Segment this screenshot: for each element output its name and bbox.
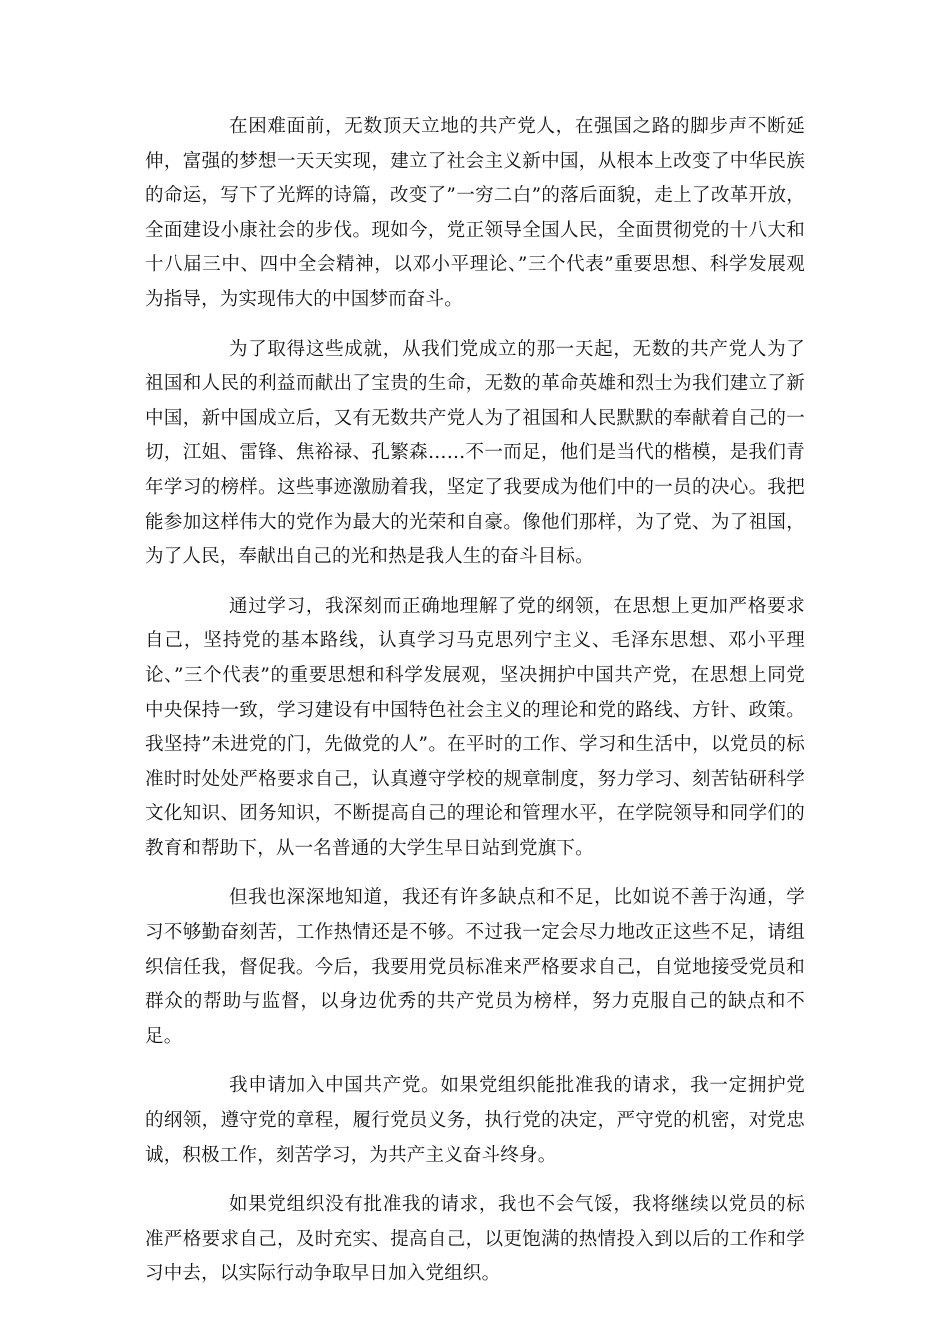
paragraph: 我申请加入中国共产党。如果党组织能批准我的请求，我一定拥护党的纲领，遵守党的章程，履行党员义务，执行党的决定，严守党的机密，对党忠诚，积极工作，刻苦学习，为共产主义奋斗终身。 [145, 1075, 805, 1166]
paragraph: 为了取得这些成就，从我们党成立的那一天起，无数的共产党人为了祖国和人民的利益而献出了宝贵的生命，无数的革命英雄和烈士为我们建立了新中国，新中国成立后，又有无数共产党人为了祖国和人民默默的奉献着自己的一切，江姐、雷锋、焦裕禄、孔繁森……不一而足，他们是当代的楷模，是我们青年学习的榜样。这些事迹激励着我，坚定了我要成为他们中的一员的决心。我把能参加这样伟大的党作为最大的光荣和自豪。像他们那样，为了党、为了祖国，为了人民，奉献出自己的光和热是我人生的奋斗目标。 [145, 338, 805, 568]
paragraph: 在困难面前，无数顶天立地的共产党人，在强国之路的脚步声不断延伸，富强的梦想一天天实现，建立了社会主义新中国，从根本上改变了中华民族的命运，写下了光辉的诗篇，改变了”一穷二白”的落后面貌，走上了改革开放，全面建设小康社会的步伐。现如今，党正领导全国人民，全面贯彻党的十八大和十八届三中、四中全会精神，以邓小平理论、”三个代表”重要思想、科学发展观为指导，为实现伟大的中国梦而奋斗。 [145, 116, 805, 310]
paragraph: 但我也深深地知道，我还有许多缺点和不足，比如说不善于沟通，学习不够勤奋刻苦，工作热情还是不够。不过我一定会尽力地改正这些不足，请组织信任我，督促我。今后，我要用党员标准来严格要求自己，自觉地接受党员和群众的帮助与监督，以身边优秀的共产党员为榜样，努力克服自己的缺点和不足。 [145, 887, 805, 1047]
paragraph: 通过学习，我深刻而正确地理解了党的纲领，在思想上更加严格要求自己，坚持党的基本路线，认真学习马克思列宁主义、毛泽东思想、邓小平理论、”三个代表”的重要思想和科学发展观，坚决拥护中国共产党，在思想上同党中央保持一致，学习建设有中国特色社会主义的理论和党的路线、方针、政策。我坚持”未进党的门，先做党的人”。在平时的工作、学习和生活中，以党员的标准时时处处严格要求自己，认真遵守学校的规章制度，努力学习、刻苦钻研科学文化知识、团务知识，不断提高自己的理论和管理水平，在学院领导和同学们的教育和帮助下，从一名普通的大学生早日站到党旗下。 [145, 595, 805, 859]
paragraph: 如果党组织没有批准我的请求，我也不会气馁，我将继续以党员的标准严格要求自己，及时充实、提高自己，以更饱满的热情投入到以后的工作和学习中去，以实际行动争取早日加入党组织。 [145, 1194, 805, 1285]
document-body [145, 110, 805, 1307]
